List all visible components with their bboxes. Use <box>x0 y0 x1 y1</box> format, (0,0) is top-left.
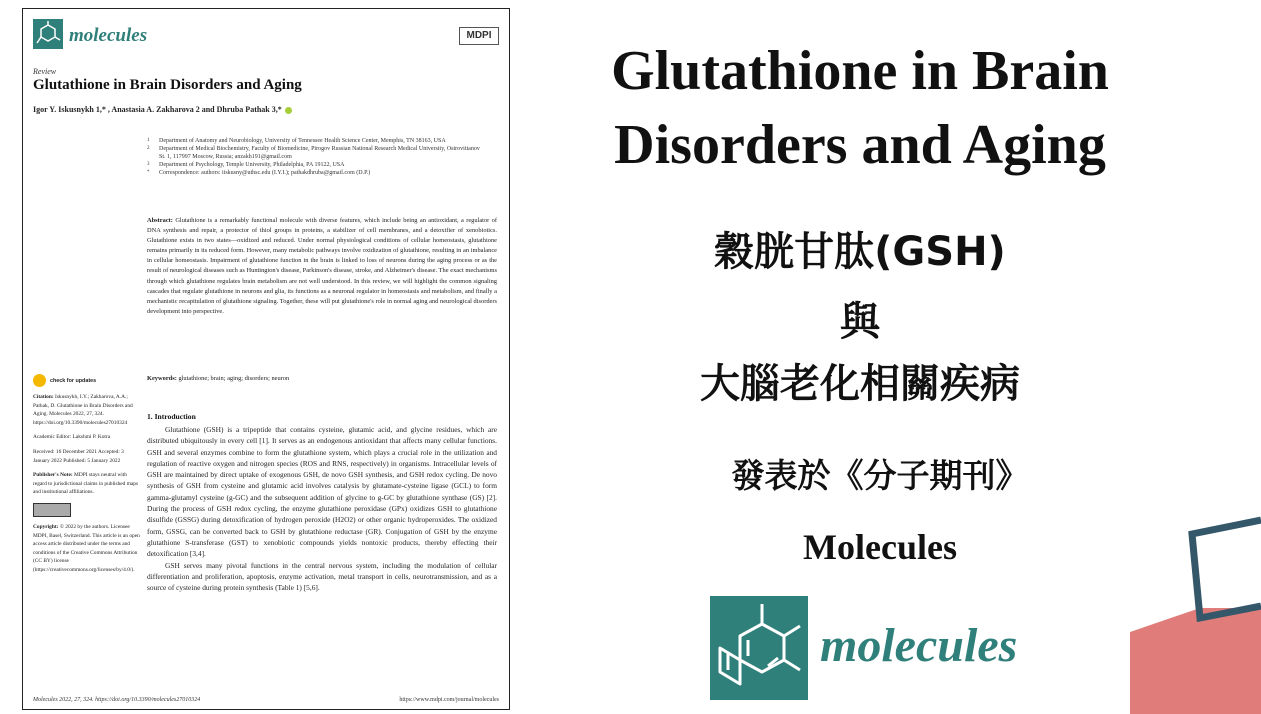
abstract-label: Abstract: <box>147 217 173 224</box>
body-paragraph: GSH serves many pivotal functions in the central nervous system, including the modulation of cellular differentiation and proliferation, apoptosis, enzyme activation, metal transport in cells, neurotransmission, and as a source of cysteine during protein synthesis (Table 1) [5,6]. <box>147 560 497 593</box>
check-updates-icon <box>33 374 46 387</box>
affiliation-item: * Correspondence: authors: iiskusny@uthsc.edu (I.Y.I.); pathakdhruba@gmail.com (D.P.) <box>147 170 371 176</box>
paper-logo-text: molecules <box>69 25 148 46</box>
paper-authors <box>33 105 292 114</box>
abstract <box>147 216 497 317</box>
paper-footer-citation: Molecules 2022, 27, 324. https://doi.org/10.3390/molecules27010324 <box>33 697 201 703</box>
english-title-line: Glutathione in Brain <box>611 40 1109 102</box>
body-paragraph: Glutathione (GSH) is a tripeptide that contains cysteine, glutamic acid, and glycine residues, which are distributed ubiquitously in every cell [1]. It serves as an endogenous antioxidant that affects many cellular functions. GSH and several enzymes combine to form the glutathione system, which plays a crucial role in the utilization and regulation of reactive oxygen and nitrogen species (ROS and RNS, respectively) in organisms. Intracellular levels of GSH are maintained by direct uptake of exogenous GSH, de novo GSH synthesis, and GSH redox cycling. De novo synthesis of GSH from cysteine and glutamic acid involves catalysis by glutamate-cysteine ligase (GCL) to form gamma-glutamyl cysteine (g-GC) and the subsequent addition of glycine to g-GC by glutathione synthase (GS) [2]. During the process of GSH redox cycling, the enzyme glutathione peroxidase (GPx) oxidizes GSH to glutathione disulfide (GSSG) during detoxification of hydrogen peroxide (H2O2) or other organic hydroperoxides. The oxidized form, GSSG, can be converted back to GSH by glutathione reductase (GR). Conjugation of GSH by the enzyme glutathione S-transferase (GST) to xenobiotic compounds yields nontoxic products, thereby effecting their detoxification [3,4]. <box>147 425 497 559</box>
publisher-note: Publisher's Note: MDPI stays neutral with regard to jurisdictional claims in published maps and institutional affiliations. <box>33 472 139 496</box>
publication-dates: Received: 16 December 2021 Accepted: 3 January 2022 Published: 5 January 2022 <box>33 448 124 464</box>
chinese-title-line: 穀胱甘肽(GSH) <box>714 229 1006 275</box>
salmon-triangle-shape <box>1130 608 1261 714</box>
citation: Citation: Iskusnykh, I.Y.; Zakharova, A.A.; Pathak, D. Glutathione in Brain Disorders and Aging. Molecules 2022, 27, 324. https://doi.org/10.3390/molecules27010324 <box>33 394 133 426</box>
academic-editor: Academic Editor: Lakshmi P. Kotra <box>33 434 111 441</box>
paper-body <box>147 424 497 593</box>
affiliation-item: 1 Department of Anatomy and Neurobiology, University of Tennessee Health Science Center, Memphis, TN 38163, USA <box>147 138 446 144</box>
slate-bracket-shape <box>1192 520 1261 618</box>
copyright: Copyright: © 2022 by the authors. Licensee MDPI, Basel, Switzerland. This article is an open access article distributed under the terms and conditions of the Creative Commons Attribution (CC BY) license (https://creativecommons.org/licenses/by/4.0/). <box>33 523 140 573</box>
affiliations <box>147 137 487 177</box>
paper-sidebar <box>33 374 141 581</box>
molecules-logo-icon <box>33 19 63 49</box>
mdpi-logo: MDPI <box>459 27 499 45</box>
english-title-line: Disorders and Aging <box>614 114 1106 176</box>
published-in-text: 發表於《分子期刊》 <box>731 456 1029 495</box>
chinese-title-line: 大腦老化相關疾病 <box>700 361 1020 407</box>
paper-header <box>33 17 499 57</box>
keywords-text: glutathione; brain; aging; disorders; neuron <box>178 375 290 382</box>
check-for-updates-badge[interactable] <box>33 374 141 387</box>
authors-text: Igor Y. Iskusnykh 1,* , Anastasia A. Zakharova 2 and Dhruba Pathak 3,* <box>33 105 282 114</box>
article-type: Review <box>33 67 57 76</box>
keywords <box>147 375 497 382</box>
paper-page <box>22 8 510 710</box>
affiliation-item: 3 Department of Psychology, Temple University, Philadelphia, PA 19122, USA <box>147 162 345 168</box>
section-title: 1. Introduction <box>147 412 196 421</box>
paper-title: Glutathione in Brain Disorders and Aging <box>33 77 302 93</box>
paper-footer-url: https://www.mdpi.com/journal/molecules <box>399 697 499 703</box>
check-updates-text: check for updates <box>50 377 97 384</box>
molecules-logo-icon <box>710 596 808 700</box>
molecules-logo-text: molecules <box>820 619 1018 672</box>
orcid-icon <box>285 107 292 114</box>
cc-by-license-icon <box>33 503 71 517</box>
decorative-shapes <box>1120 512 1261 714</box>
abstract-text: Glutathione is a remarkably functional molecule with diverse features, which include being an antioxidant, a regulator of DNA synthesis and repair, a protector of thiol groups in proteins, a stabilizer of cell membranes, and a detoxifier of xenobiotics. Glutathione exists in two states—oxidized and reduced. Under normal physiological conditions of cellular homeostasis, glutathione remains primarily in its reduced form. However, many metabolic pathways involve oxidization of glutathione, resulting in an imbalance in cellular homeostasis. Impairment of glutathione function in the brain is linked to loss of neurons during the aging process or as the result of neurological diseases such as Huntington's disease, Parkinson's disease, stroke, and Alzheimer's disease. The exact mechanisms through which glutathione regulates brain metabolism are not well understood. In this review, we will highlight the common signaling cascades that regulate glutathione in neurons and glia, its functions as a neuronal regulator in homeostasis and metabolism, and finally a mechanistic recapitulation of glutathione signaling. Together, these will put glutathione's role in normal aging and neurological disorders development into perspective. <box>147 217 497 315</box>
english-title <box>540 34 1180 182</box>
journal-name: Molecules <box>803 527 957 567</box>
chinese-title-line: 與 <box>840 299 880 345</box>
affiliation-item: 2 Department of Medical Biochemistry, Faculty of Biomedicine, Pirogov Russian National Research Medical University, Ostrovitianov St. 1, 117997 Moscow, Russia; anzakh191@gmail.com <box>147 146 480 160</box>
keywords-label: Keywords: <box>147 375 177 382</box>
